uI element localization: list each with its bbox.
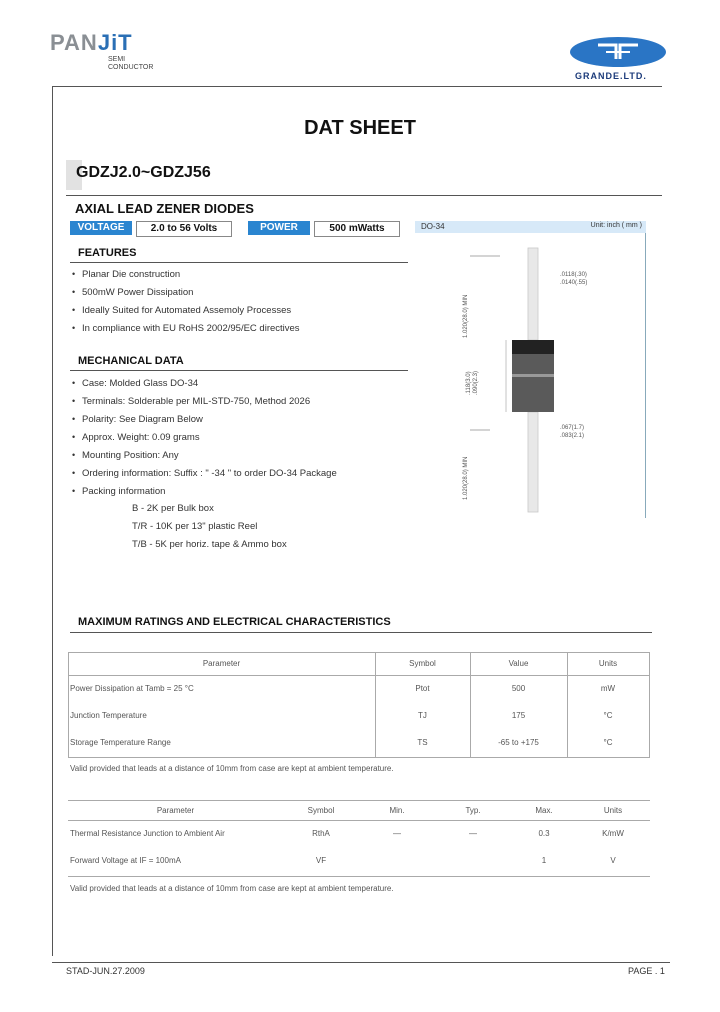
bullet-dot: • [72, 468, 76, 478]
mechanical-item: Ordering information: Suffix : " -34 " to order DO-34 Package [82, 468, 337, 479]
bullet-dot: • [72, 450, 76, 460]
table2-cell: Thermal Resistance Junction to Ambient Air [70, 829, 225, 838]
feature-item: Planar Die construction [82, 269, 181, 280]
table1-header-cell: Units [598, 659, 618, 668]
bullet-dot: • [72, 378, 76, 388]
voltage-value: 2.0 to 56 Volts [136, 221, 232, 237]
packing-item: T/B - 5K per horiz. tape & Ammo box [132, 539, 287, 550]
part-range: GDZJ2.0~GDZJ56 [76, 164, 211, 181]
table2-header-rule [68, 820, 650, 821]
table1-header-cell: Value [508, 659, 529, 668]
mechanical-item: Polarity: See Diagram Below [82, 414, 203, 425]
document-title: DAT SHEET [304, 117, 416, 139]
package-name: DO-34 [421, 222, 445, 231]
table2-header-cell: Parameter [156, 806, 195, 815]
table2-bottom [68, 876, 650, 877]
packing-item: B - 2K per Bulk box [132, 503, 214, 514]
footer-page: PAGE . 1 [628, 966, 665, 976]
feature-item: In compliance with EU RoHS 2002/95/EC directives [82, 323, 300, 334]
features-rule [70, 262, 408, 263]
mechanical-heading: MECHANICAL DATA [78, 355, 184, 367]
table2-cell: — [393, 829, 401, 838]
table1-bottom [68, 757, 650, 758]
bullet-dot: • [72, 323, 76, 333]
table1-cell: Ptot [415, 684, 430, 693]
power-value: 500 mWatts [314, 221, 400, 237]
table1-cell: mW [600, 684, 616, 693]
table2-cell: V [610, 856, 616, 865]
bullet-dot: • [72, 396, 76, 406]
table1-cell: °C [603, 738, 613, 747]
bullet-dot: • [72, 305, 76, 315]
table2-cell: K/mW [602, 829, 624, 838]
power-label: POWER [248, 221, 310, 235]
table2-header-cell: Min. [389, 806, 405, 815]
table2-top [68, 800, 650, 801]
dim-body-len-2: .090(2.3) [473, 370, 479, 395]
table2-note: Valid provided that leads at a distance of 10mm from case are kept at ambient temperature. [70, 884, 394, 893]
voltage-label: VOLTAGE [70, 221, 132, 235]
table2-cell: RthA [312, 829, 330, 838]
mechanical-rule [70, 370, 408, 371]
table2-cell: — [469, 829, 477, 838]
table2-cell: 0.3 [538, 829, 550, 838]
table1-cell: Power Dissipation at Tamb = 25 °C [70, 684, 194, 693]
table1-header-rule [68, 675, 650, 676]
table1-cell: 500 [511, 684, 526, 693]
bullet-dot: • [72, 414, 76, 424]
table1-cell: TJ [418, 711, 427, 720]
table2-cell: VF [315, 856, 327, 865]
package-unit: Unit: inch ( mm ) [590, 222, 642, 229]
bullet-dot: • [72, 486, 76, 496]
table1-vline [649, 652, 650, 757]
mechanical-item: Packing information [82, 486, 166, 497]
table2-cell: Forward Voltage at IF = 100mA [70, 856, 181, 865]
footer-date: STAD-JUN.27.2009 [66, 966, 145, 976]
table2-header-cell: Max. [535, 806, 553, 815]
dim-lead-dia-2: .0140(.55) [560, 280, 588, 286]
frame-top-line [52, 86, 662, 87]
dim-body-dia: .067(1.7) [560, 425, 585, 431]
table2-header-cell: Typ. [465, 806, 481, 815]
table1-cell: TS [417, 738, 428, 747]
bullet-dot: • [72, 432, 76, 442]
footer-line [52, 962, 670, 963]
partner-name: GRANDE.LTD. [575, 71, 647, 81]
mechanical-item: Terminals: Solderable per MIL-STD-750, Method 2026 [82, 396, 311, 407]
feature-item: 500mW Power Dissipation [82, 287, 194, 298]
feature-item: Ideally Suited for Automated Assemoly Processes [82, 305, 292, 316]
table1-cell: -65 to +175 [498, 738, 539, 747]
mechanical-item: Case: Molded Glass DO-34 [82, 378, 199, 389]
brand-sub-semi: SEMI [108, 56, 126, 63]
ratings-rule [70, 632, 652, 633]
bullet-dot: • [72, 287, 76, 297]
table1-header-cell: Parameter [202, 659, 241, 668]
table1-top [68, 652, 650, 653]
dim-body-len: .118(3.0) [466, 371, 472, 395]
table1-cell: Storage Temperature Range [70, 738, 171, 747]
features-heading: FEATURES [78, 247, 137, 259]
brand-jit: JiT [97, 30, 133, 55]
package-header [415, 221, 646, 233]
part-underline [66, 195, 662, 196]
dim-lead-len: 1.020(28.0) MIN [463, 294, 469, 338]
mechanical-item: Approx. Weight: 0.09 grams [82, 432, 200, 443]
frame-left-line [52, 86, 53, 956]
table1-cell: °C [603, 711, 613, 720]
table2-header-cell: Units [603, 806, 623, 815]
dim-lead-len-2: 1.020(28.0) MIN [463, 456, 469, 500]
panjit-logo [50, 30, 133, 56]
mechanical-item: Mounting Position: Any [82, 450, 179, 461]
table1-cell: Junction Temperature [70, 711, 147, 720]
brand-pan: PAN [50, 30, 98, 55]
product-subtitle: AXIAL LEAD ZENER DIODES [75, 201, 254, 216]
brand-sub-conductor: CONDUCTOR [108, 64, 154, 71]
bullet-dot: • [72, 269, 76, 279]
grande-logo-icon [568, 35, 668, 69]
table1-note: Valid provided that leads at a distance of 10mm from case are kept at ambient temperature. [70, 764, 394, 773]
table1-header-cell: Symbol [409, 659, 436, 668]
ratings-heading: MAXIMUM RATINGS AND ELECTRICAL CHARACTERISTICS [78, 616, 391, 628]
packing-item: T/R - 10K per 13" plastic Reel [132, 521, 258, 532]
dim-body-dia-2: .083(2.1) [560, 433, 585, 439]
brand-subtitle [108, 56, 153, 72]
table1-cell: 175 [511, 711, 526, 720]
package-panel-edge [645, 233, 646, 518]
dim-lead-dia: .0118(.30) [560, 272, 587, 278]
table2-header-cell: Symbol [307, 806, 335, 815]
table2-cell: 1 [541, 856, 547, 865]
